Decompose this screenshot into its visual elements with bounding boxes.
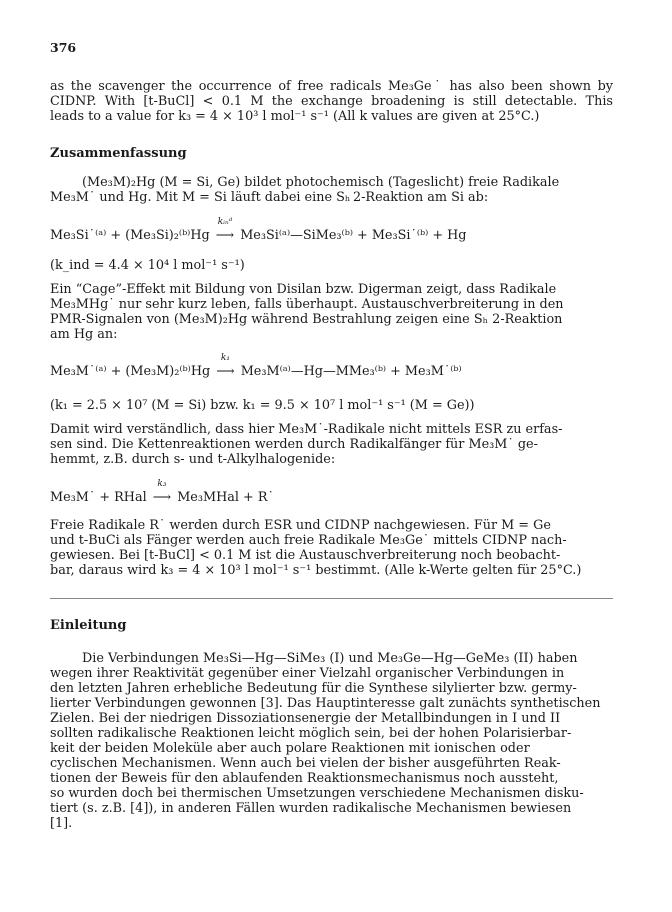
page-number: 376	[50, 40, 77, 55]
einleitung-line: lierter Verbindungen gewonnen [3]. Das Hauptinteresse galt zunächts synthetischen	[50, 696, 601, 711]
einleitung-line: cyclischen Mechanismen. Wenn auch bei vielen der bisher ausgeführten Reak-	[50, 756, 561, 771]
einleitung-line: Die Verbindungen Me₃Si—Hg—SiMe₃ (I) und Me₃Ge—Hg—GeMe₃ (II) haben	[82, 651, 578, 666]
section-heading-einleitung: Einleitung	[50, 618, 127, 633]
einleitung-line: Zielen. Bei der niedrigen Dissoziationsenergie der Metallbindungen in I und II	[50, 711, 561, 726]
intro-line: as the scavenger the occurrence of free radicals Me₃Ge˙ has also been shown by	[50, 79, 613, 94]
einleitung-line: den letzten Jahren erhebliche Bedeutung für die Synthese silylierter bzw. germy-	[50, 681, 577, 696]
intro-line: leads to a value for k₃ = 4 × 10³ l mol⁻¹ s⁻¹ (All k values are given at 25°C.)	[50, 109, 540, 124]
zus-line: und t-BuCi als Fänger werden auch freie Radikale Me₃Ge˙ mittels CIDNP nach-	[50, 533, 567, 548]
equation-1-right: Me₃Si⁽ᵃ⁾—SiMe₃⁽ᵇ⁾ + Me₃Si˙⁽ᵇ⁾ + Hg	[240, 228, 467, 243]
reaction-arrow-icon: ⟶	[215, 228, 235, 243]
reaction-arrow-icon: ⟶	[216, 364, 235, 379]
equation-2-left: Me₃M˙⁽ᵃ⁾ + (Me₃M)₂⁽ᵇ⁾Hg	[50, 364, 211, 379]
equation-2-arrow-label: k₁	[220, 353, 230, 363]
einleitung-line: keit der beiden Moleküle aber auch polare Reaktionen mit ionischen oder	[50, 741, 530, 756]
zus-line: Me₃MHg˙ nur sehr kurz leben, falls überhaupt. Austauschverbreiterung in den	[50, 297, 564, 312]
einleitung-line: [1].	[50, 816, 73, 831]
zus-line: gewiesen. Bei [t-BuCl] < 0.1 M ist die Austauschverbreiterung noch beobacht-	[50, 548, 561, 563]
zus-line: Me₃M˙ und Hg. Mit M = Si läuft dabei eine Sₕ 2-Reaktion am Si ab:	[50, 190, 489, 205]
einleitung-line: tiert (s. z.B. [4]), in anderen Fällen wurden radikalische Mechanismen bewiesen	[50, 801, 572, 816]
equation-3-left: Me₃M˙ + RHal	[50, 490, 147, 505]
einleitung-line: wegen ihrer Reaktivität gegenüber einer Vielzahl organischer Verbindungen in	[50, 666, 565, 681]
reaction-arrow-icon: ⟶	[152, 490, 172, 505]
einleitung-line: sollten radikalische Reaktionen leicht möglich sein, bei der hohen Polarisierbar-	[50, 726, 572, 741]
einleitung-line: tionen der Beweis für den ablaufenden Reaktionsmechanismus noch aussteht,	[50, 771, 559, 786]
zus-line: (Me₃M)₂Hg (M = Si, Ge) bildet photochemisch (Tageslicht) freie Radikale	[82, 175, 560, 190]
zus-line: Freie Radikale R˙ werden durch ESR und CIDNP nachgewiesen. Für M = Ge	[50, 518, 551, 533]
zus-line: Damit wird verständlich, dass hier Me₃M˙-Radikale nicht mittels ESR zu erfas-	[50, 422, 563, 437]
intro-line: CIDNP. With [t-BuCl] < 0.1 M the exchange broadening is still detectable. This	[50, 94, 613, 109]
zus-line: sen sind. Die Kettenreaktionen werden durch Radikalfänger für Me₃M˙ ge-	[50, 437, 538, 452]
zus-line: hemmt, z.B. durch s- und t-Alkylhalogenide:	[50, 452, 336, 467]
equation-1	[50, 217, 467, 243]
zus-line: PMR-Signalen von (Me₃M)₂Hg während Bestrahlung zeigen eine Sₕ 2-Reaktion	[50, 312, 563, 327]
section-divider	[50, 598, 613, 599]
zus-line: am Hg an:	[50, 327, 118, 342]
equation-3-arrow-label: k₃	[157, 479, 167, 489]
equation-1-rate: (k_ind = 4.4 × 10⁴ l mol⁻¹ s⁻¹)	[50, 258, 245, 273]
zus-line: Ein “Cage”-Effekt mit Bildung von Disilan bzw. Digerman zeigt, dass Radikale	[50, 282, 557, 297]
equation-3-right: Me₃MHal + R˙	[177, 490, 274, 505]
equation-2	[50, 353, 462, 379]
equation-2-rate: (k₁ = 2.5 × 10⁷ (M = Si) bzw. k₁ = 9.5 × 10⁷ l mol⁻¹ s⁻¹ (M = Ge))	[50, 398, 475, 413]
equation-1-left: Me₃Si˙⁽ᵃ⁾ + (Me₃Si)₂⁽ᵇ⁾Hg	[50, 228, 210, 243]
einleitung-line: so wurden doch bei thermischen Umsetzungen verschiedene Mechanismen disku-	[50, 786, 584, 801]
equation-1-arrow-label: kᵢₙᵈ	[217, 217, 233, 227]
section-heading-zusammenfassung: Zusammenfassung	[50, 146, 187, 161]
zus-line: bar, daraus wird k₃ = 4 × 10³ l mol⁻¹ s⁻¹ bestimmt. (Alle k-Werte gelten für 25°C.)	[50, 563, 582, 578]
equation-3	[50, 479, 274, 505]
equation-2-right: Me₃M⁽ᵃ⁾—Hg—MMe₃⁽ᵇ⁾ + Me₃M˙⁽ᵇ⁾	[240, 364, 462, 379]
